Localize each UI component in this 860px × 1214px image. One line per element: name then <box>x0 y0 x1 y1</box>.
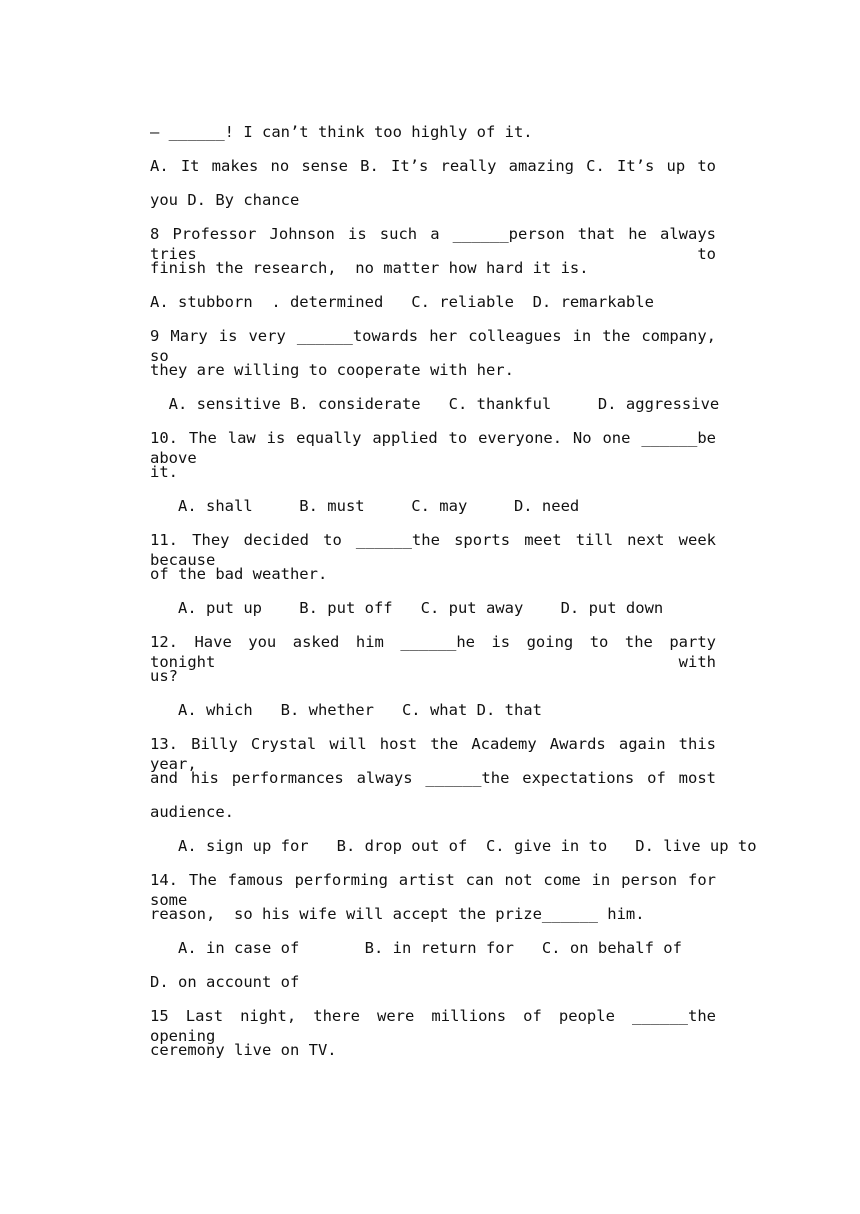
question-9-prompt-line-1: 9 Mary is very ______towards her colleagues in the company, so <box>150 327 716 365</box>
question-8-prompt-line-2: finish the research, no matter how hard it is. <box>150 259 589 277</box>
question-7-prompt: — ______! I can’t think too highly of it. <box>150 123 533 141</box>
question-10-options: A. shall B. must C. may D. need <box>150 497 580 515</box>
question-7-options-line-1: A. It makes no sense B. It’s really amazing C. It’s up to <box>150 157 716 175</box>
question-12-prompt-line-1: 12. Have you asked him ______he is going to the party tonight with <box>150 633 716 671</box>
question-8-options: A. stubborn . determined C. reliable D. remarkable <box>150 293 654 311</box>
question-12-options: A. which B. whether C. what D. that <box>150 701 542 719</box>
question-14-prompt-line-1: 14. The famous performing artist can not come in person for some <box>150 871 716 909</box>
question-15-prompt-line-2: ceremony live on TV. <box>150 1041 337 1059</box>
question-13-prompt-line-3: audience. <box>150 803 234 821</box>
question-12-prompt-line-2: us? <box>150 667 178 685</box>
question-11-prompt-line-2: of the bad weather. <box>150 565 328 583</box>
question-11-prompt-line-1: 11. They decided to ______the sports meet till next week because <box>150 531 716 569</box>
question-9-options: A. sensitive B. considerate C. thankful D. aggressive <box>150 395 720 413</box>
question-11-options: A. put up B. put off C. put away D. put down <box>150 599 664 617</box>
question-10-prompt-line-2: it. <box>150 463 178 481</box>
question-14-options-line-1: A. in case of B. in return for C. on behalf of <box>150 939 682 957</box>
question-13-options: A. sign up for B. drop out of C. give in to D. live up to <box>150 837 757 855</box>
question-13-prompt-line-2: and his performances always ______the expectations of most <box>150 769 716 787</box>
question-8-prompt-line-1: 8 Professor Johnson is such a ______person that he always tries to <box>150 225 716 263</box>
question-10-prompt-line-1: 10. The law is equally applied to everyone. No one ______be above <box>150 429 716 467</box>
question-9-prompt-line-2: they are willing to cooperate with her. <box>150 361 514 379</box>
question-14-options-line-2: D. on account of <box>150 973 300 991</box>
question-15-prompt-line-1: 15 Last night, there were millions of people ______the opening <box>150 1007 716 1045</box>
question-14-prompt-line-2: reason, so his wife will accept the prize______ him. <box>150 905 645 923</box>
question-13-prompt-line-1: 13. Billy Crystal will host the Academy Awards again this year, <box>150 735 716 773</box>
question-7-options-line-2: you D. By chance <box>150 191 300 209</box>
